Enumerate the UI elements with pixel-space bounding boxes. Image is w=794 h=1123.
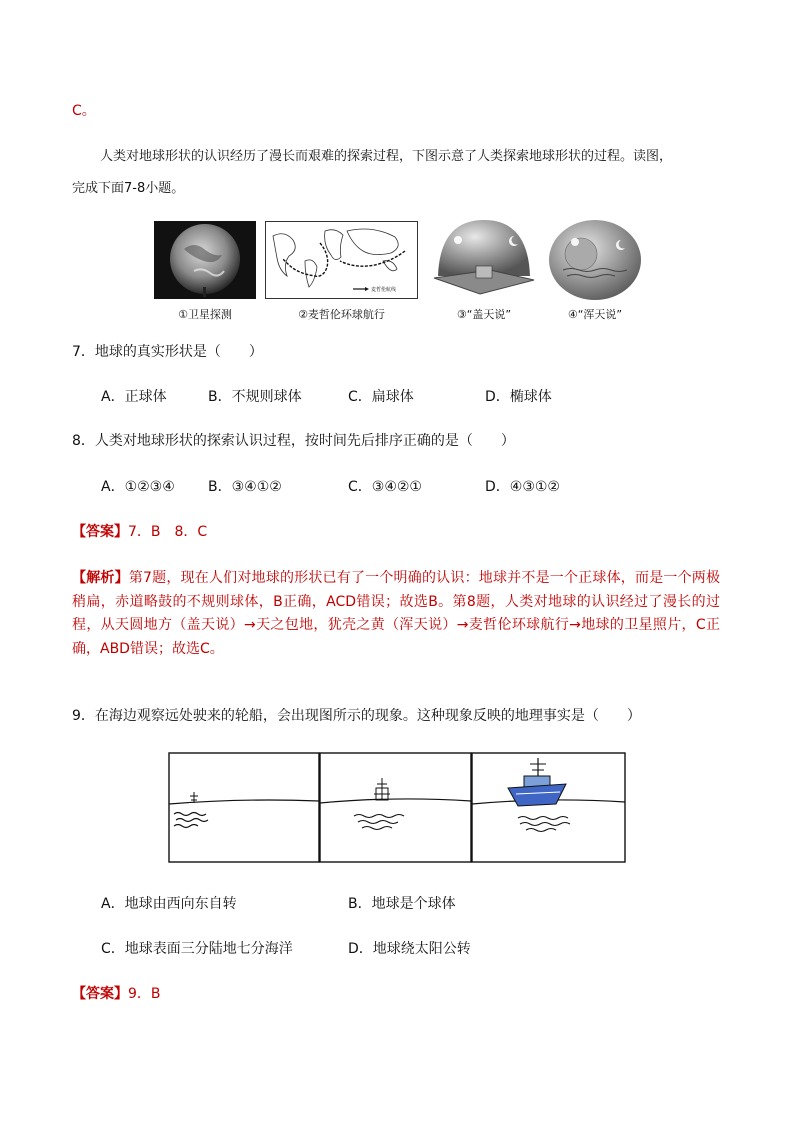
- caption-gaitian: ③“盖天说”: [456, 308, 512, 321]
- analysis-7-8: [72, 567, 720, 661]
- q8-option-a: A．①②③④: [101, 479, 175, 495]
- previous-answer-tail: C。: [72, 103, 96, 119]
- q9-option-b: B．地球是个球体: [348, 896, 456, 912]
- q9-option-d: D．地球绕太阳公转: [348, 941, 471, 957]
- q8-option-b: B．③④①②: [208, 479, 282, 495]
- intro-line-2: 完成下面7-8小题。: [72, 181, 185, 196]
- q7-option-c: C．扁球体: [348, 389, 414, 405]
- q9-option-c: C．地球表面三分陆地七分海洋: [101, 941, 293, 957]
- magellan-route-map: [265, 221, 418, 299]
- q7-option-d: D．椭球体: [485, 389, 552, 405]
- answer-9-text: 9．B: [128, 986, 161, 1002]
- answer-text: 7．B 8．C: [128, 524, 208, 540]
- question-8-stem: 8．人类对地球形状的探索认识过程，按时间先后排序正确的是（ ）: [72, 433, 515, 449]
- earth-shape-figure: [150, 218, 650, 326]
- q8-option-c: C．③④②①: [348, 479, 422, 495]
- answer-tag: 【答案】: [72, 524, 128, 540]
- ship-approaching-figure: [168, 752, 626, 864]
- q8-option-d: D．④③①②: [485, 479, 560, 495]
- huntian-model-image: [545, 218, 645, 302]
- q7-option-a: A．正球体: [101, 389, 167, 405]
- question-7-stem: 7．地球的真实形状是（ ）: [72, 344, 263, 360]
- answer-9: [72, 984, 161, 1004]
- caption-huntian: ④“浑天说”: [567, 308, 623, 321]
- map-legend-label: 麦哲伦航线: [371, 287, 397, 293]
- answer-7-8: [72, 522, 207, 542]
- q9-option-a: A．地球由西向东自转: [101, 896, 237, 912]
- intro-line-1: 人类对地球形状的认识经历了漫长而艰难的探索过程，下图示意了人类探索地球形状的过程。读图，: [100, 149, 673, 164]
- question-9-stem: 9．在海边观察远处驶来的轮船，会出现图所示的现象。这种现象反映的地理事实是（ ）: [72, 708, 641, 724]
- satellite-earth-image: [154, 221, 256, 299]
- gaitian-model-image: [430, 218, 538, 302]
- q7-option-b: B．不规则球体: [208, 389, 302, 405]
- analysis-tag: 【解析】: [72, 570, 129, 586]
- caption-magellan: ②麦哲伦环球航行: [298, 308, 385, 321]
- answer-9-tag: 【答案】: [72, 986, 128, 1002]
- analysis-text: 第7题，现在人们对地球的形状已有了一个明确的认识：地球并不是一个正球体，而是一个两极稍扁，赤道略鼓的不规则球体，B正确，ACD错误；故选B。第8题，人类对地球的认识经过了漫长的过程，从天圆地方（盖天说）→天之包地，犹壳之黄（浑天说）→麦哲伦环球航行→地球的卫星照片，C正确，ABD错误；故选C。: [72, 570, 721, 657]
- caption-satellite: ①卫星探测: [178, 308, 232, 321]
